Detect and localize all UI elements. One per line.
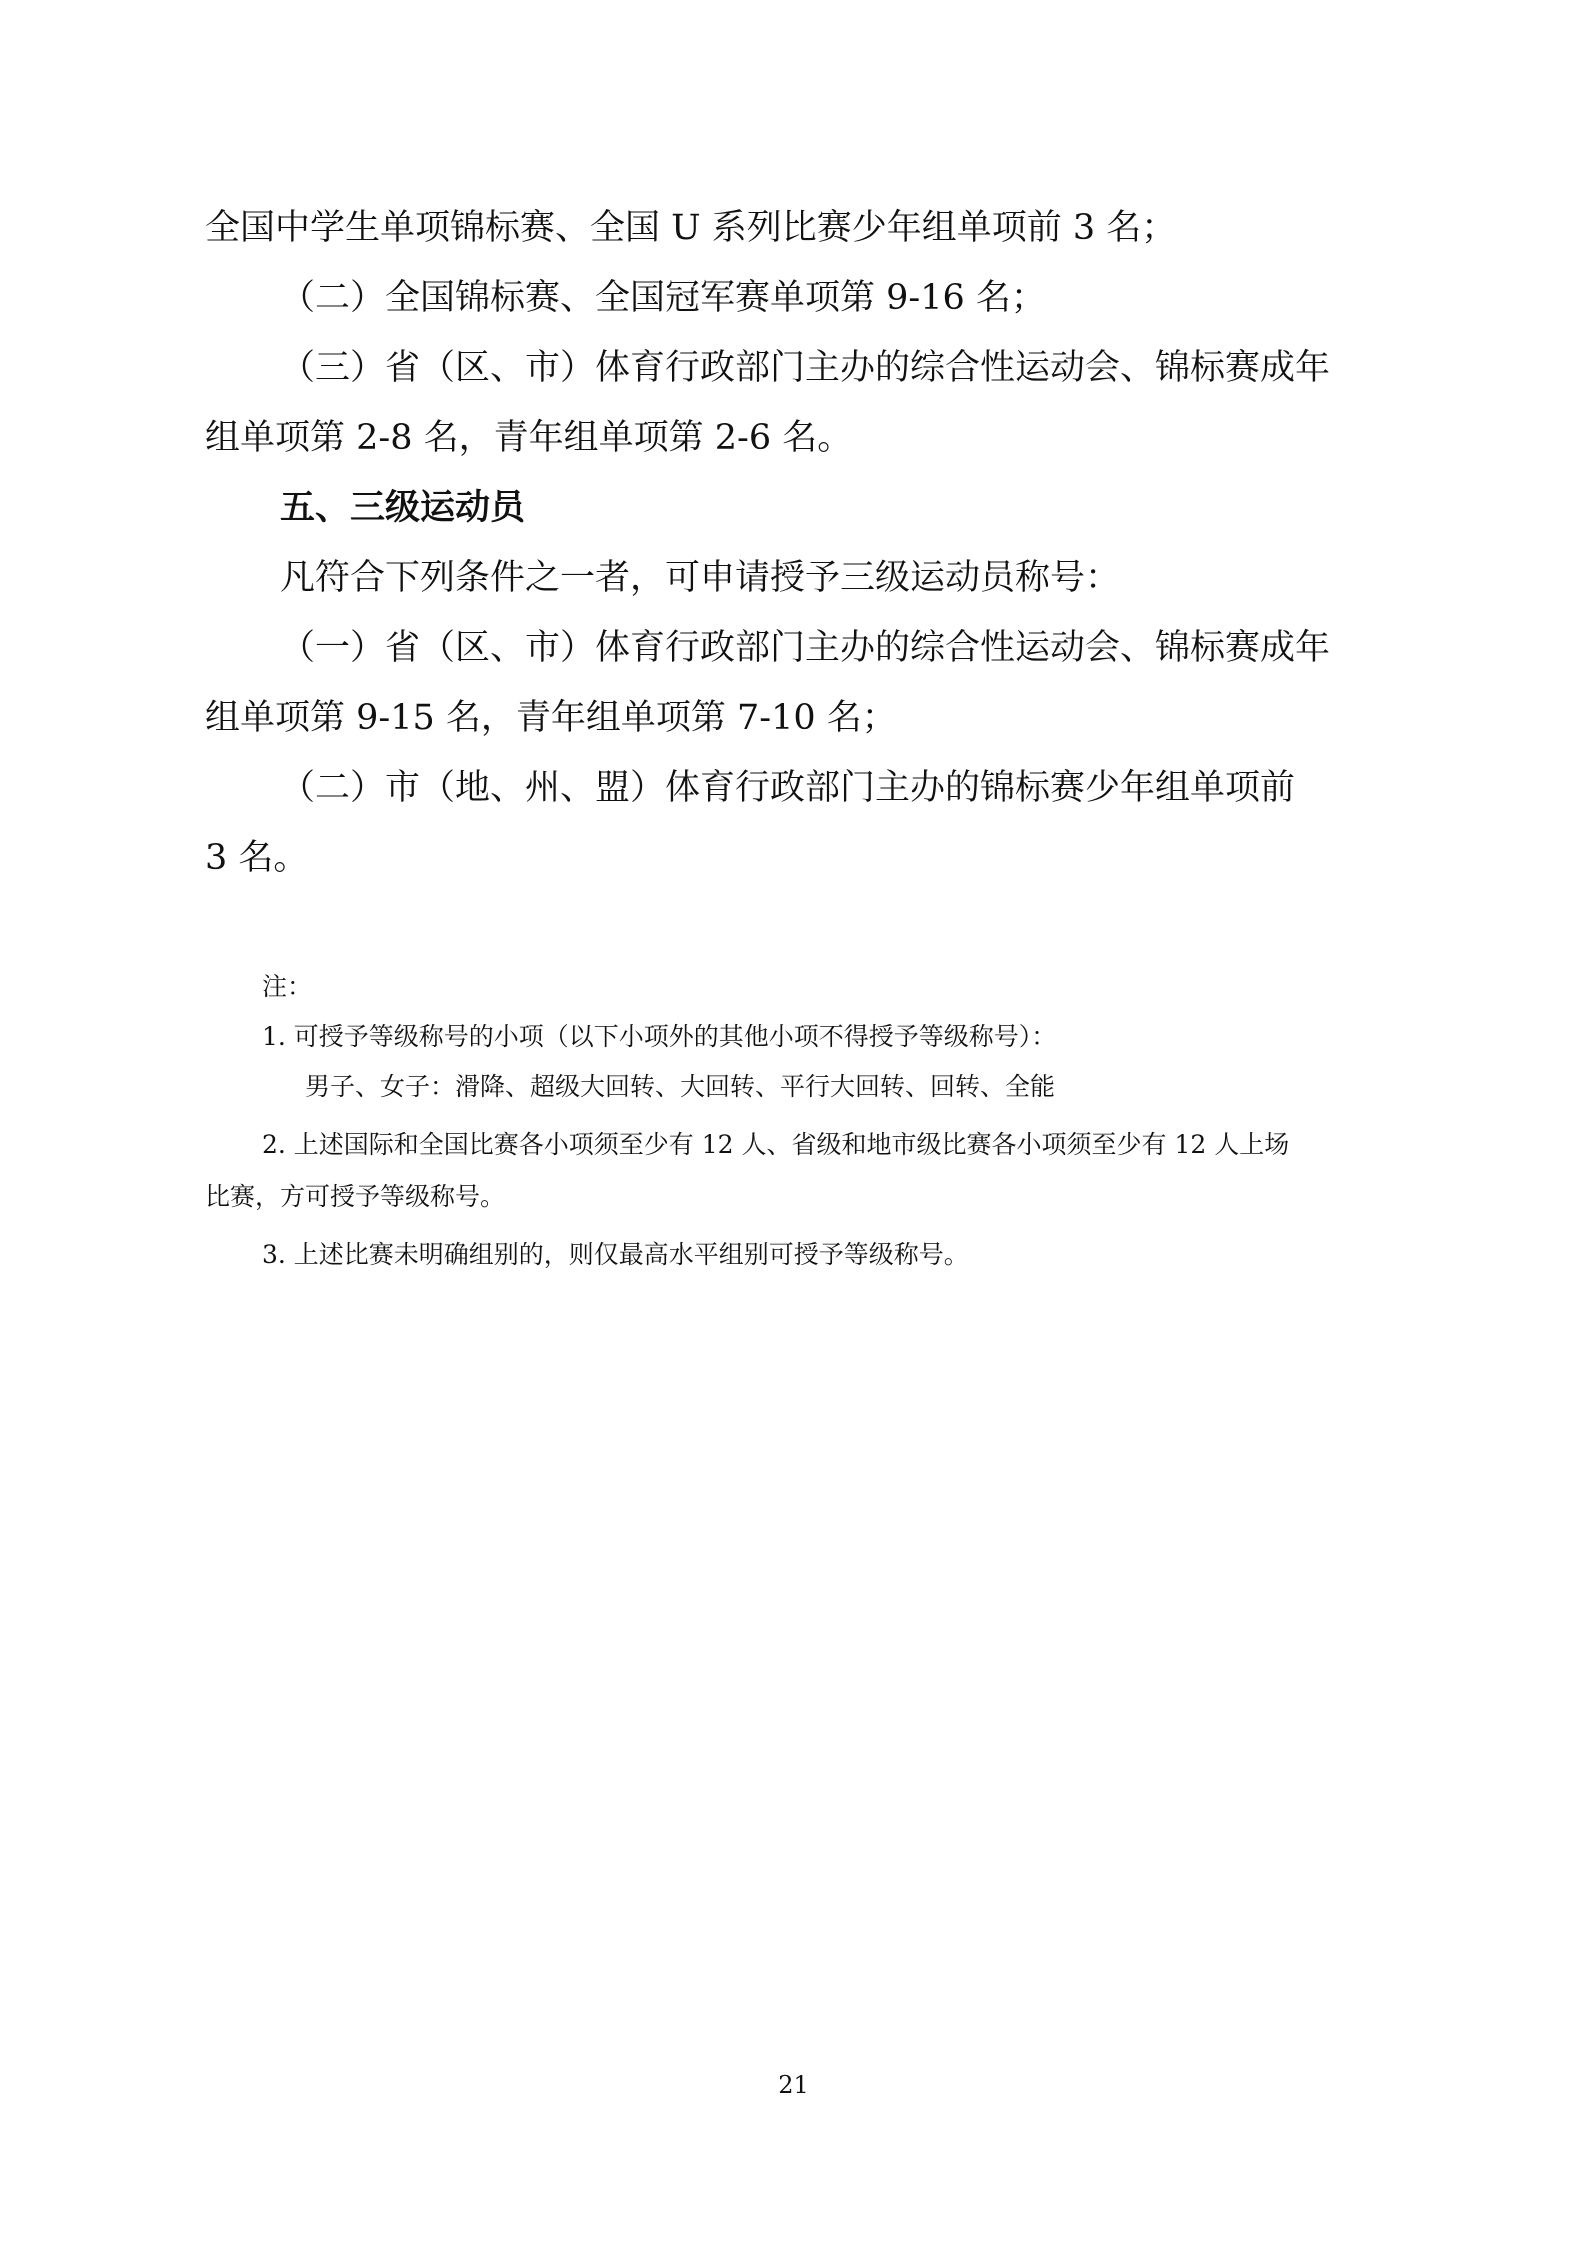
body-paragraph-3-line-2: 组单项第 2-8 名，青年组单项第 2-6 名。 [205,418,853,458]
body-paragraph-6-line-2: 3 名。 [205,838,309,878]
body-paragraph-2: （二）全国锦标赛、全国冠军赛单项第 9-16 名； [280,278,1046,318]
note-item-1-detail: 男子、女子：滑降、超级大回转、大回转、平行大回转、回转、全能 [305,1072,1056,1101]
note-item-1: 1. 可授予等级称号的小项（以下小项外的其他小项不得授予等级称号）： [262,1022,1057,1051]
body-paragraph-5-line-2: 组单项第 9-15 名，青年组单项第 7-10 名； [205,698,897,738]
note-item-2-line-2: 比赛，方可授予等级称号。 [205,1182,506,1211]
body-paragraph-1: 全国中学生单项锦标赛、全国 U 系列比赛少年组单项前 3 名； [205,208,1177,248]
body-paragraph-6-line-1: （二）市（地、州、盟）体育行政部门主办的锦标赛少年组单项前 [280,768,1296,808]
body-paragraph-3-line-1: （三）省（区、市）体育行政部门主办的综合性运动会、锦标赛成年 [280,348,1331,388]
section-heading: 五、三级运动员 [280,488,526,528]
body-paragraph-5-line-1: （一）省（区、市）体育行政部门主办的综合性运动会、锦标赛成年 [280,628,1331,668]
notes-label: 注： [262,972,313,1001]
page-number: 21 [778,2071,809,2099]
note-item-2-line-1: 2. 上述国际和全国比赛各小项须至少有 12 人、省级和地市级比赛各小项须至少有 12 人上场 [262,1130,1290,1159]
note-item-3: 3. 上述比赛未明确组别的，则仅最高水平组别可授予等级称号。 [262,1240,969,1269]
body-paragraph-4: 凡符合下列条件之一者，可申请授予三级运动员称号： [280,558,1121,598]
